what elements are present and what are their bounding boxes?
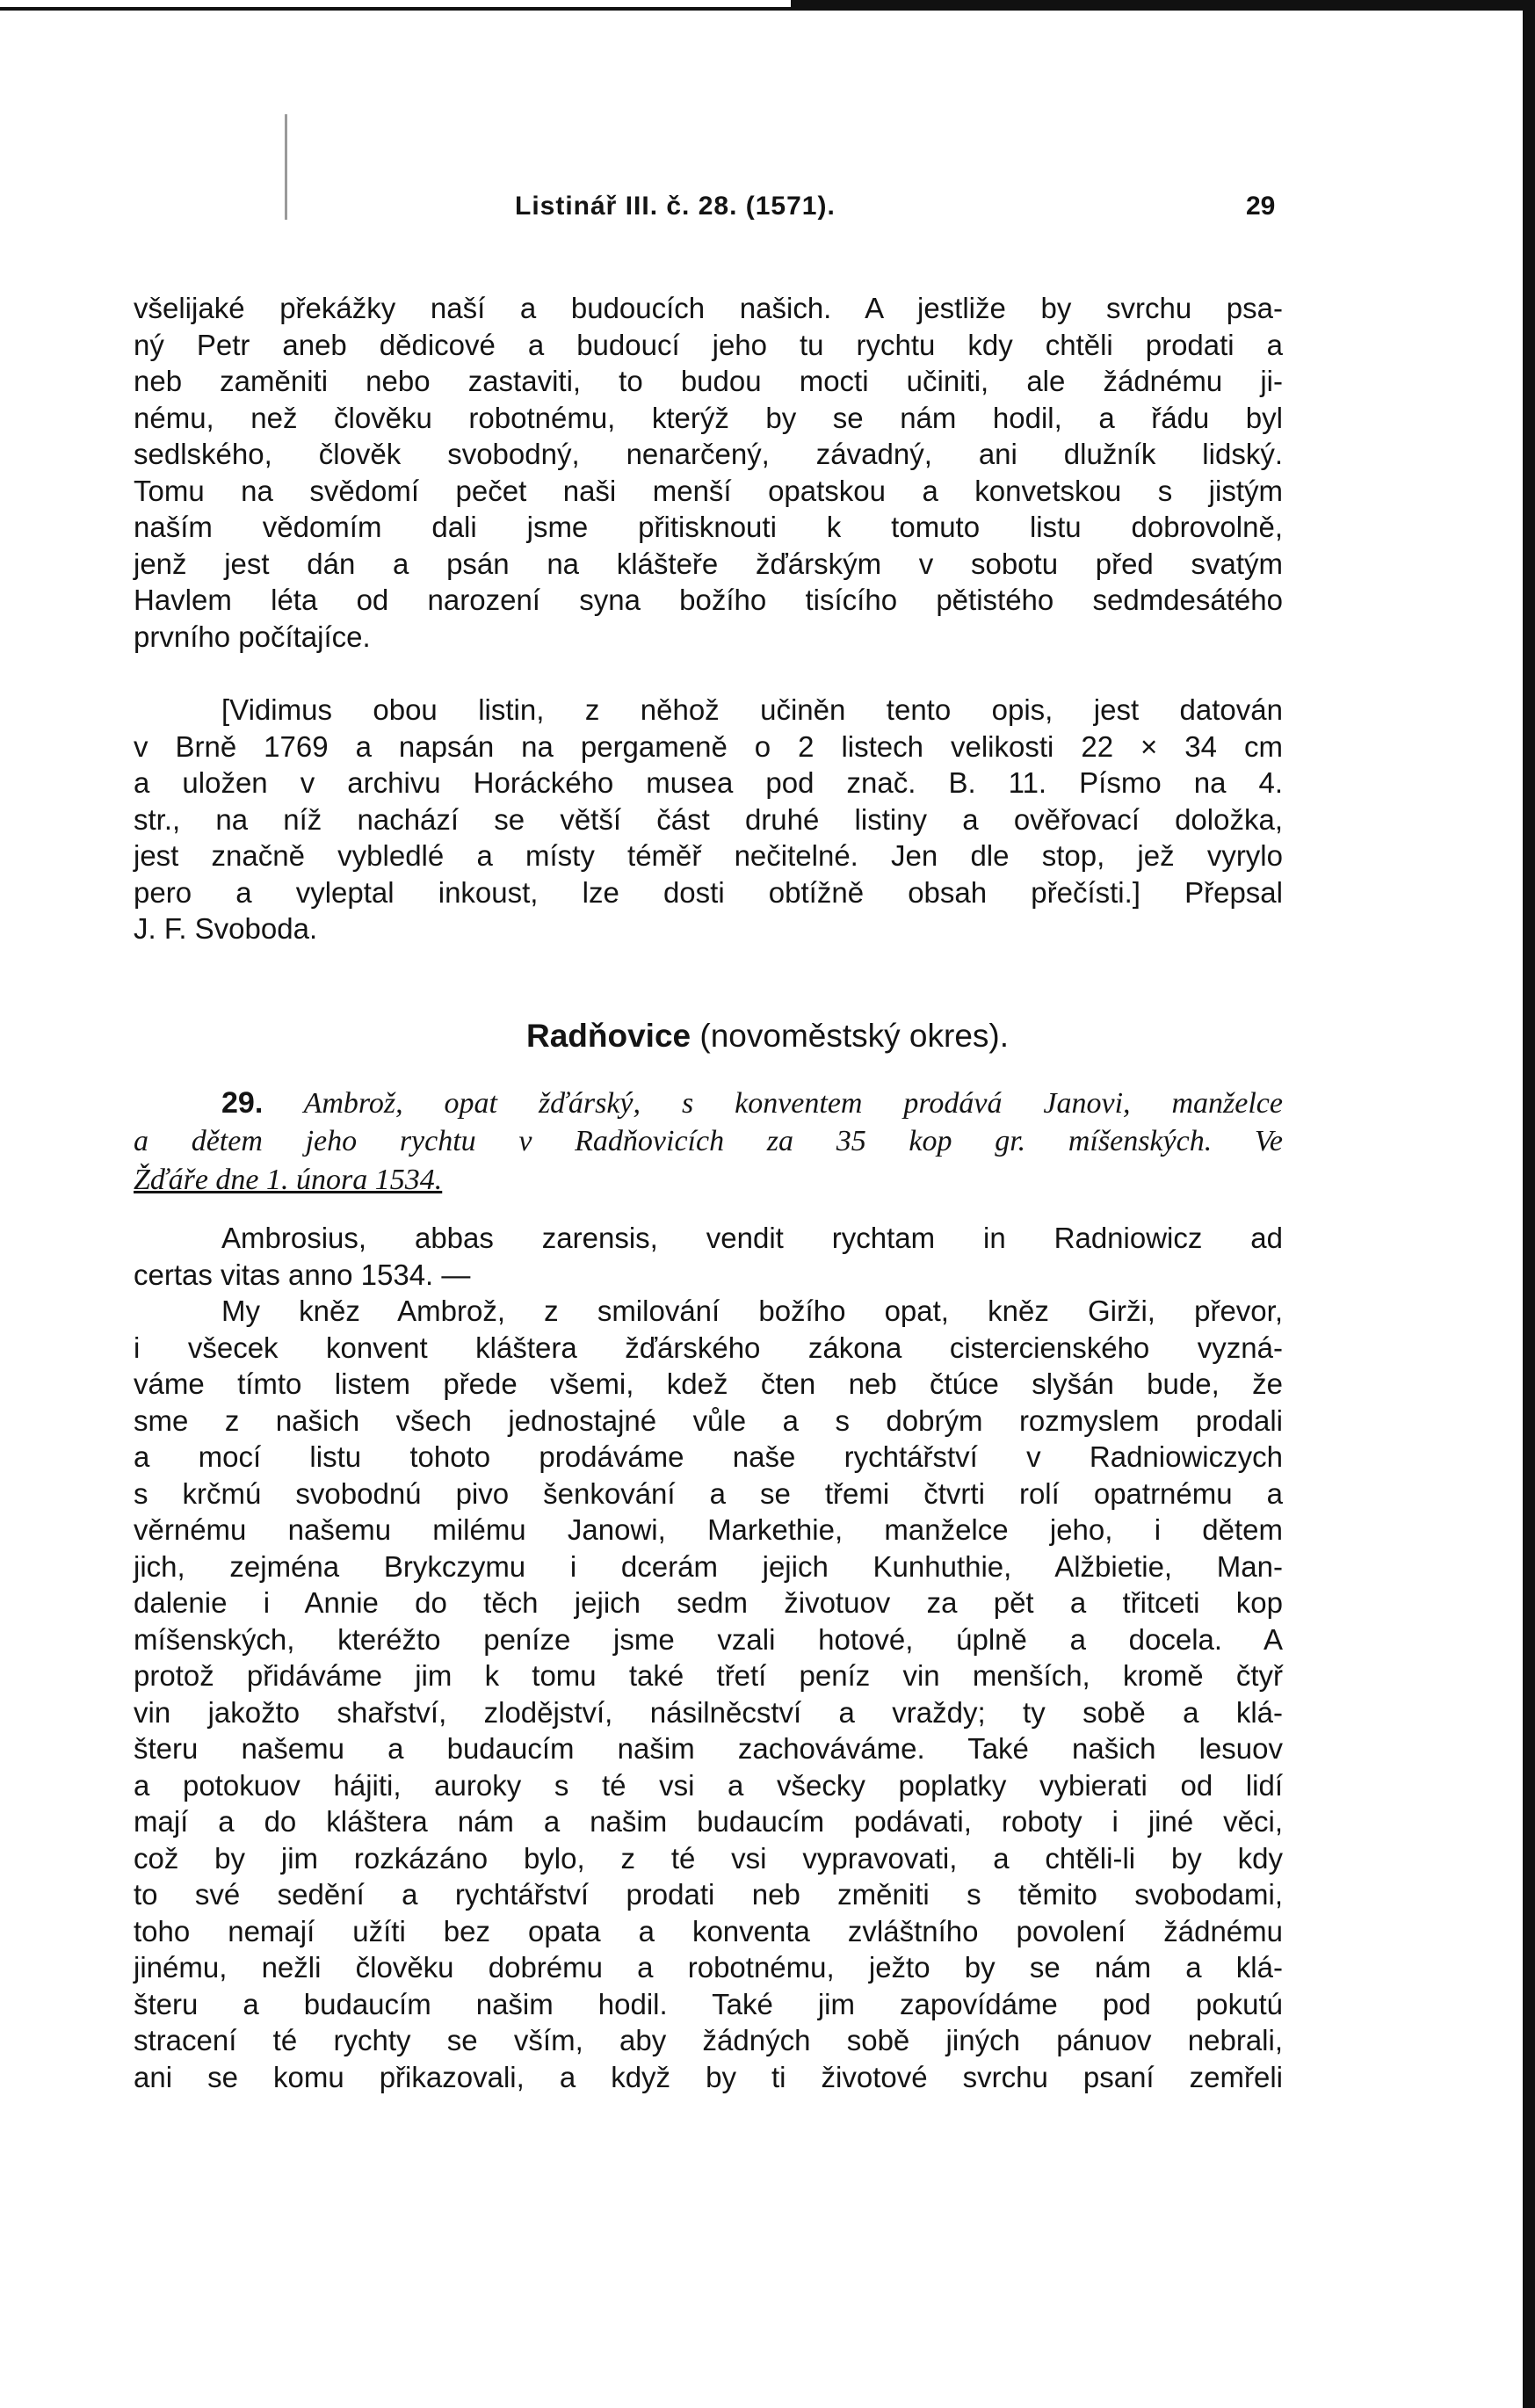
text-line: váme tímto listem přede všemi, kdež čten neb čtúce slyšán bude, že	[134, 1367, 1283, 1400]
text-line: [Vidimus obou listin, z něhož učiněn tento opis, jest datován	[221, 693, 1283, 726]
text-line: sme z našich všech jednostajné vůle a s dobrým rozmyslem prodali	[134, 1403, 1283, 1437]
entry-heading	[134, 1084, 1283, 1200]
entry-number: 29.	[221, 1086, 264, 1120]
text-line: a mocí listu tohoto prodáváme naše rychtářství v Radniowiczych	[134, 1440, 1283, 1473]
charter-text	[134, 1293, 1283, 2095]
text-line: vin jakožto shařství, zlodějství, násilněcství a vraždy; ty sobě a klá-	[134, 1695, 1283, 1729]
text-line: Havlem léta od narození syna božího tisícího pětistého sedmdesátého	[134, 584, 1283, 616]
text-line: certas vitas anno 1534. —	[134, 1258, 471, 1291]
paragraph-continuation	[134, 290, 1283, 655]
text-line: My kněz Ambrož, z smilování božího opat, kněz Girži, převor,	[221, 1295, 1283, 1327]
text-line: šteru našemu a budaucím našim zachováváme. Také našich lesuov	[134, 1732, 1283, 1765]
entry-heading-text: Ambrož, opat žďárský, s konventem prodává Janovi, manželce	[303, 1087, 1283, 1120]
text-line: i všecek konvent kláštera žďárského zákona cistercienského vyzná-	[134, 1331, 1283, 1364]
text-line: nému, než člověku robotnému, kterýž by se nám hodil, a řádu byl	[134, 401, 1283, 434]
page-number: 29	[1246, 192, 1276, 221]
text-line: což by jim rozkázáno bylo, z té vsi vypravovati, a chtěli-li by kdy	[134, 1841, 1283, 1875]
text-line: ani se komu přikazovali, a když by ti životové svrchu psaní zemřeli	[134, 2060, 1283, 2093]
text-line: pero a vyleptal inkoust, lze dosti obtížně obsah přečísti.] Přepsal	[134, 875, 1283, 909]
text-line: naším vědomím dali jsme přitisknouti k tomuto listu dobrovolně,	[134, 511, 1283, 543]
text-line: jich, zejména Brykczymu i dcerám jejich Kunhuthie, Alžbietie, Man-	[134, 1549, 1283, 1583]
text-line: jenž jest dán a psán na klášteře žďárským v sobotu před svatým	[134, 547, 1283, 580]
text-line: v Brně 1769 a napsán na pergameně o 2 listech velikosti 22 × 34 cm	[134, 729, 1283, 763]
text-line: Tomu na svědomí pečet naši menší opatskou a konvetskou s jistým	[134, 474, 1283, 507]
text-line: věrnému našemu milému Janowi, Markethie, manželce jeho, i dětem	[134, 1513, 1283, 1546]
entry-heading-line: a dětem jeho rychtu v Radňovicích za 35 kop gr. míšenských. Ve	[134, 1125, 1283, 1157]
text-line: toho nemají užíti bez opata a konventa zvláštního povolení žádnému	[134, 1914, 1283, 1947]
section-district: (novoměstský okres).	[699, 1018, 1009, 1054]
entry-heading-line: Žďáře dne 1. února 1534.	[134, 1164, 443, 1196]
section-place: Radňovice	[526, 1018, 691, 1054]
section-heading	[0, 1018, 1535, 1055]
text-line: mají a do kláštera nám a našim budaucím podávati, roboty i jiné věci,	[134, 1805, 1283, 1838]
text-line: stracení té rychty se vším, aby žádných sobě jiných pánuov nebrali,	[134, 2024, 1283, 2056]
text-line: s krčmú svobodnú pivo šenkování a se třemi čtvrti rolí opatrnému a	[134, 1476, 1283, 1510]
text-line: neb zaměniti nebo zastaviti, to budou mocti učiniti, ale žádnému ji-	[134, 365, 1283, 397]
text-line: ný Petr aneb dědicové a budoucí jeho tu rychtu kdy chtěli prodati a	[134, 328, 1283, 361]
latin-abstract	[134, 1220, 1283, 1293]
text-line: protož přidáváme jim k tomu také třetí peníz vin menších, kromě čtyř	[134, 1659, 1283, 1692]
scan-edge-right	[1523, 0, 1535, 2408]
text-line: str., na níž nachází se větší část druhé listiny a ověřovací doložka,	[134, 802, 1283, 836]
editorial-note	[134, 692, 1283, 947]
text-line: dalenie i Annie do těch jejich sedm životuov za pět a třitceti kop	[134, 1586, 1283, 1619]
text-line: a uložen v archivu Horáckého musea pod znač. B. 11. Písmo na 4.	[134, 766, 1283, 799]
text-line: a potokuov hájiti, auroky s té vsi a všecky poplatky vybierati od lidí	[134, 1768, 1283, 1802]
entry-heading-line	[134, 1084, 1283, 1122]
text-line: sedlského, člověk svobodný, nenarčený, závadný, ani dlužník lidský.	[134, 438, 1283, 470]
scan-edge-top-gap	[0, 0, 791, 7]
text-line: jest značně vybledlé a místy téměř nečitelné. Jen dle stop, jež vyrylo	[134, 839, 1283, 872]
text-line: jinému, nežli člověku dobrému a robotnému, ježto by se nám a klá-	[134, 1951, 1283, 1984]
text-line: to své sedění a rychtářství prodati neb změniti s těmito svobodami,	[134, 1878, 1283, 1911]
text-line: šteru a budaucím našim hodil. Také jim zapovídáme pod pokutú	[134, 1987, 1283, 2020]
text-line: všelijaké překážky naší a budoucích našich. A jestliže by svrchu psa-	[134, 292, 1283, 324]
text-line: J. F. Svoboda.	[134, 912, 318, 945]
text-line: prvního počítajíce.	[134, 620, 371, 653]
running-head: Listinář III. č. 28. (1571).	[515, 192, 836, 221]
text-line: míšenských, kteréžto peníze jsme vzali hotové, úplně a docela. A	[134, 1622, 1283, 1656]
page-header	[0, 192, 1535, 236]
text-line: Ambrosius, abbas zarensis, vendit rychtam in Radniowicz ad	[221, 1222, 1283, 1254]
